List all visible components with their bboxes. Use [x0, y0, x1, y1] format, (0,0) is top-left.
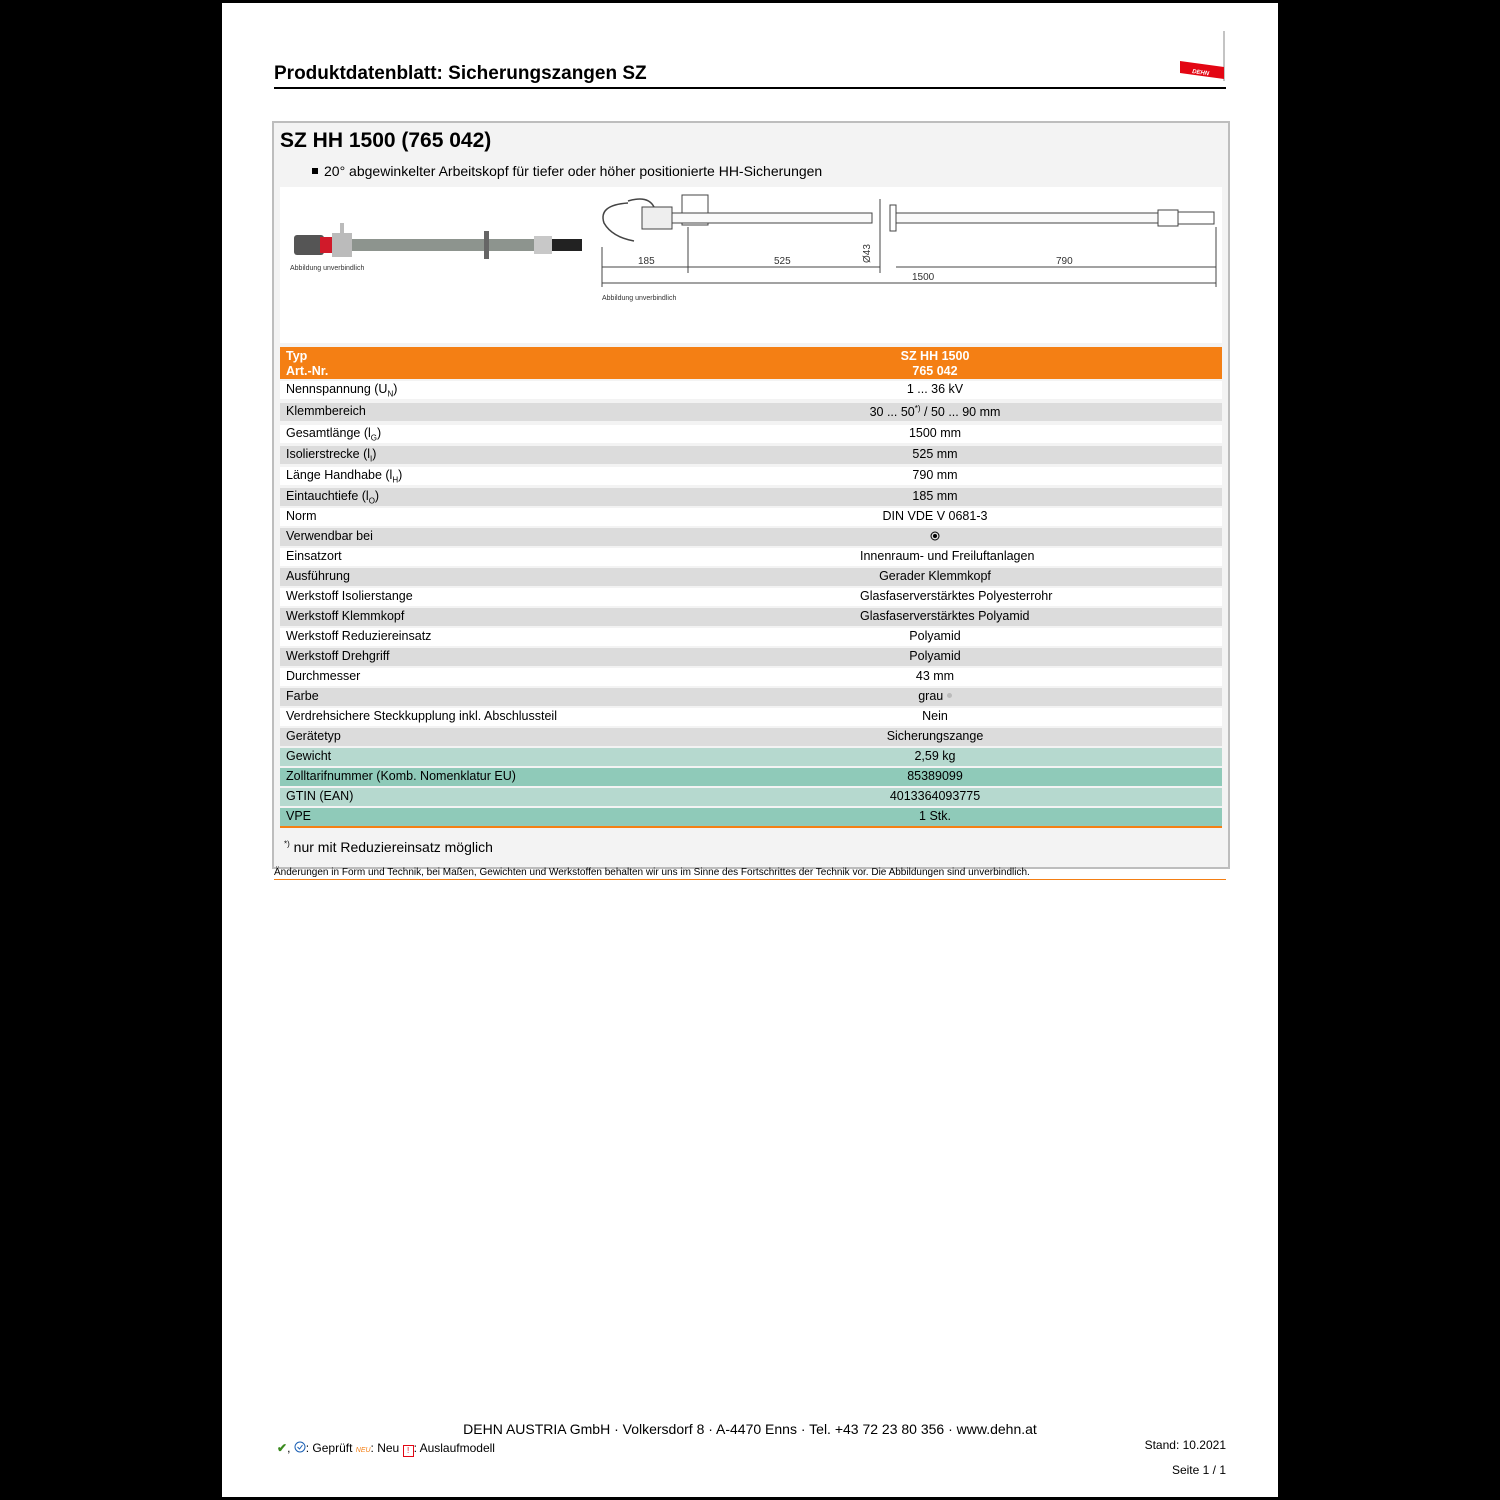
- table-row: Norm DIN VDE V 0681-3: [280, 508, 1222, 526]
- discontinued-icon: !: [403, 1445, 414, 1457]
- artnr-value: 765 042: [912, 364, 958, 378]
- dehn-logo: [1176, 31, 1226, 81]
- table-bottom-rule: [280, 826, 1222, 828]
- table-row: Nennspannung $(U_N)$ 1 ... 36 kV: [280, 381, 1222, 399]
- product-box: [272, 121, 1230, 869]
- product-photo: [284, 215, 584, 285]
- footer-date: Stand: 10.2021: [1144, 1438, 1226, 1452]
- datasheet-page: [222, 3, 1278, 1497]
- table-row: Verdrehsichere Steckkupplung inkl. Abschlussteil Nein: [280, 708, 1222, 726]
- table-row: Zolltarifnummer (Komb. Nomenklatur EU) 85389099: [280, 768, 1222, 786]
- voltage-symbol-icon: [930, 531, 940, 541]
- table-row: Farbe grau: [280, 688, 1222, 706]
- table-row: Einsatzort Innenraum- und Freiluftanlagen: [280, 548, 1222, 566]
- page-title: Produktdatenblatt: Sicherungszangen SZ: [274, 63, 647, 84]
- disclaimer: Änderungen in Form und Technik, bei Maßen, Gewichten und Werkstoffen behalten wir uns im Sinne des Fortschrittes der Technik vor. Die Abbildungen sind unverbindlich.: [274, 867, 1030, 878]
- table-row: Ausführung Gerader Klemmkopf: [280, 568, 1222, 586]
- table-row: Gesamtlänge $(l_G)$ 1500 mm: [280, 425, 1222, 443]
- disclaimer-rule: [274, 879, 1226, 880]
- product-feature: [312, 163, 822, 179]
- table-row: Klemmbereich 30 ... 50*) / 50 ... 90 mm: [280, 403, 1222, 421]
- dim-diameter: Ø43: [862, 244, 873, 263]
- footer-company: DEHN AUSTRIA GmbH · Volkersdorf 8 · A-4470 Enns · Tel. +43 72 23 80 356 · www.dehn.at: [463, 1421, 1037, 1437]
- drawing-caption: Abbildung unverbindlich: [602, 295, 677, 302]
- tested-seal-icon: [294, 1441, 306, 1453]
- table-row: Werkstoff Klemmkopf Glasfaserverstärktes Polyamid: [280, 608, 1222, 626]
- typ-value: SZ HH 1500: [900, 349, 970, 363]
- table-row: Durchmesser 43 mm: [280, 668, 1222, 686]
- footer-page-number: Seite 1 / 1: [1171, 1463, 1226, 1477]
- spec-table-header: [280, 347, 1222, 379]
- logo-text: DEHN: [1191, 69, 1210, 78]
- table-row: Gerätetyp Sicherungszange: [280, 728, 1222, 746]
- footnote: *) nur mit Reduziereinsatz möglich: [284, 839, 493, 855]
- grey-color-dot-icon: [947, 693, 952, 698]
- product-title: SZ HH 1500 (765 042): [280, 129, 492, 152]
- title-rule: [274, 87, 1226, 89]
- table-row: Gewicht 2,59 kg: [280, 748, 1222, 766]
- artnr-label: Art.-Nr.: [286, 364, 329, 378]
- table-row: Werkstoff Drehgriff Polyamid: [280, 648, 1222, 666]
- table-row: GTIN (EAN) 4013364093775: [280, 788, 1222, 806]
- image-panel: [280, 187, 1222, 343]
- photo-caption: Abbildung unverbindlich: [290, 265, 365, 272]
- feature-text: 20° abgewinkelter Arbeitskopf für tiefer oder höher positionierte HH-Sicherungen: [324, 163, 823, 179]
- checkmark-icon: ✔: [277, 1441, 288, 1455]
- new-badge-icon: NEU: [355, 1447, 371, 1454]
- dim-525: 525: [774, 256, 791, 267]
- dim-790: 790: [1056, 256, 1073, 267]
- table-row: VPE 1 Stk.: [280, 808, 1222, 826]
- bullet-icon: [312, 168, 318, 174]
- table-row: Werkstoff Isolierstange Glasfaserverstärktes Polyesterrohr: [280, 588, 1222, 606]
- table-row: Eintauchtiefe $(l_O)$ 185 mm: [280, 488, 1222, 506]
- dim-1500: 1500: [912, 272, 935, 283]
- footer-legend: ✔, : Geprüft NEU: Neu ! : Auslaufmodell: [277, 1441, 495, 1455]
- table-row: Isolierstrecke $(l_I)$ 525 mm: [280, 446, 1222, 464]
- table-row: Verwendbar bei: [280, 528, 1222, 546]
- dim-185: 185: [638, 256, 655, 267]
- typ-label: Typ: [286, 349, 308, 363]
- table-row: Werkstoff Reduziereinsatz Polyamid: [280, 628, 1222, 646]
- table-row: Länge Handhabe $(l_H)$ 790 mm: [280, 467, 1222, 485]
- technical-drawing: [598, 187, 1220, 297]
